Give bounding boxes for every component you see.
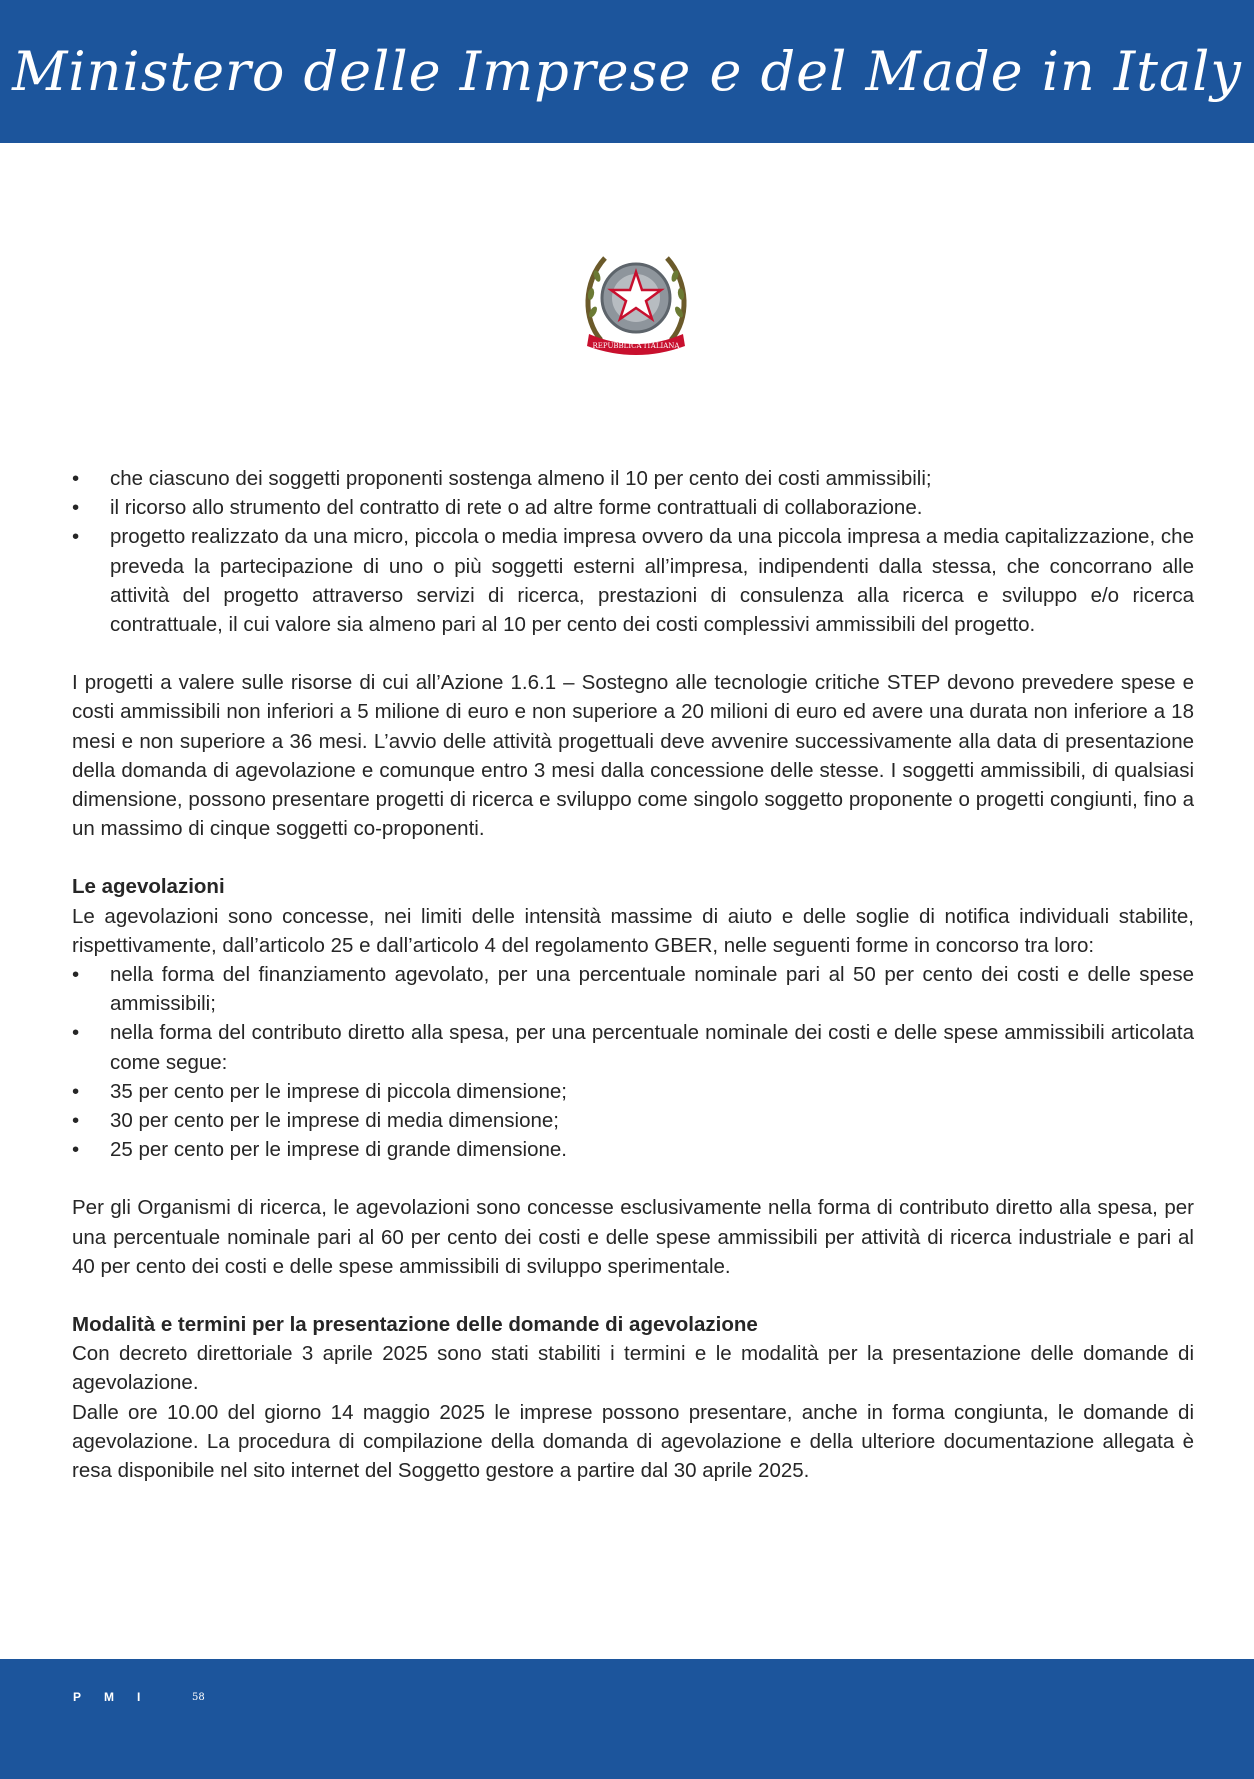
- document-body: [72, 464, 1194, 1485]
- step-paragraph: I progetti a valere sulle risorse di cui all’Azione 1.6.1 – Sostegno alle tecnologie critiche STEP devono prevedere spese e costi ammissibili non inferiori a 5 milione di euro e non superiore a 20 milioni di euro ed avere una durata non inferiore a 18 mesi e non superiore a 36 mesi. L’avvio delle attività progettuali deve avvenire successivamente alla data di presentazione della domanda di agevolazione e comunque entro 3 mesi dalla concessione delle stesse. I soggetti ammissibili, di qualsiasi dimensione, possono presentare progetti di ricerca e sviluppo come singolo soggetto proponente o progetti congiunti, fino a un massimo di cinque soggetti co-proponenti.: [72, 671, 1194, 841]
- ministry-title: Ministero delle Imprese e del Made in Italy: [12, 40, 1242, 103]
- list-item: • progetto realizzato da una micro, piccola o media impresa ovvero da una piccola impresa a media capitalizzazione, che preveda la partecipazione di uno o più soggetti esterni all’impresa, indipendenti dalla stessa, che concorrano alle attività del progetto attraverso servizi di ricerca, prestazioni di consulenza alla ricerca e sviluppo e/o ricerca contrattuale, il cui valore sia almeno pari al 10 per cento dei costi complessivi ammissibili del progetto.: [72, 522, 1194, 639]
- footer-section-label: PMI: [73, 1690, 164, 1704]
- italian-republic-emblem-icon: [581, 242, 691, 362]
- organismi-paragraph: Per gli Organismi di ricerca, le agevolazioni sono concesse esclusivamente nella forma di contributo diretto alla spesa, per una percentuale nominale pari al 60 per cento dei costi e delle spese ammissibili per attività di ricerca industriale e pari al 40 per cento dei costi e delle spese ammissibili di sviluppo sperimentale.: [72, 1196, 1194, 1278]
- agevolazioni-intro: Le agevolazioni sono concesse, nei limiti delle intensità massime di aiuto e delle soglie di notifica individuali stabilite, rispettivamente, dall’articolo 25 e dall’articolo 4 del regolamento GBER, nelle seguenti forme in concorso tra loro:: [72, 904, 1194, 957]
- bullet-icon: •: [72, 467, 80, 490]
- emblem-ribbon-text: REPUBBLICA ITALIANA: [592, 342, 680, 350]
- list-item: • il ricorso allo strumento del contratto di rete o ad altre forme contrattuali di collaborazione.: [72, 493, 1194, 522]
- list-item: • 30 per cento per le imprese di media dimensione;: [72, 1106, 1194, 1135]
- list-item: • 35 per cento per le imprese di piccola dimensione;: [72, 1077, 1194, 1106]
- bullet-icon: •: [72, 525, 80, 549]
- bullet-icon: •: [72, 1021, 80, 1045]
- agevolazioni-heading: Le agevolazioni: [72, 875, 225, 899]
- bullet-icon: •: [72, 1138, 80, 1162]
- list-item: • nella forma del contributo diretto alla spesa, per una percentuale nominale dei costi e delle spese ammissibili articolata come segue:: [72, 1018, 1194, 1076]
- list-item: • 25 per cento per le imprese di grande dimensione.: [72, 1135, 1194, 1164]
- bullet-icon: •: [72, 496, 80, 520]
- page-number: 58: [192, 1692, 205, 1703]
- intro-bullet-list: [72, 464, 1194, 639]
- bullet-icon: •: [72, 1079, 80, 1103]
- modalita-heading: Modalità e termini per la presentazione delle domande di agevolazione: [72, 1313, 758, 1337]
- list-item: • che ciascuno dei soggetti proponenti sostenga almeno il 10 per cento dei costi ammissibili;: [72, 464, 1194, 493]
- agevolazioni-bullet-list: [72, 960, 1194, 1164]
- list-item: • nella forma del finanziamento agevolato, per una percentuale nominale pari al 50 per cento dei costi e delle spese ammissibili;: [72, 960, 1194, 1018]
- footer-band: [0, 1659, 1254, 1779]
- modalita-paragraph-1: Con decreto direttoriale 3 aprile 2025 sono stati stabiliti i termini e le modalità per la presentazione delle domande di agevolazione.: [72, 1342, 1194, 1395]
- bullet-icon: •: [72, 1109, 80, 1133]
- bullet-icon: •: [72, 963, 80, 987]
- modalita-paragraph-2: Dalle ore 10.00 del giorno 14 maggio 2025 le imprese possono presentare, anche in forma congiunta, le domande di agevolazione. La procedura di compilazione della domanda di agevolazione e della ulteriore documentazione allegata è resa disponibile nel sito internet del Soggetto gestore a partire dal 30 aprile 2025.: [72, 1400, 1194, 1483]
